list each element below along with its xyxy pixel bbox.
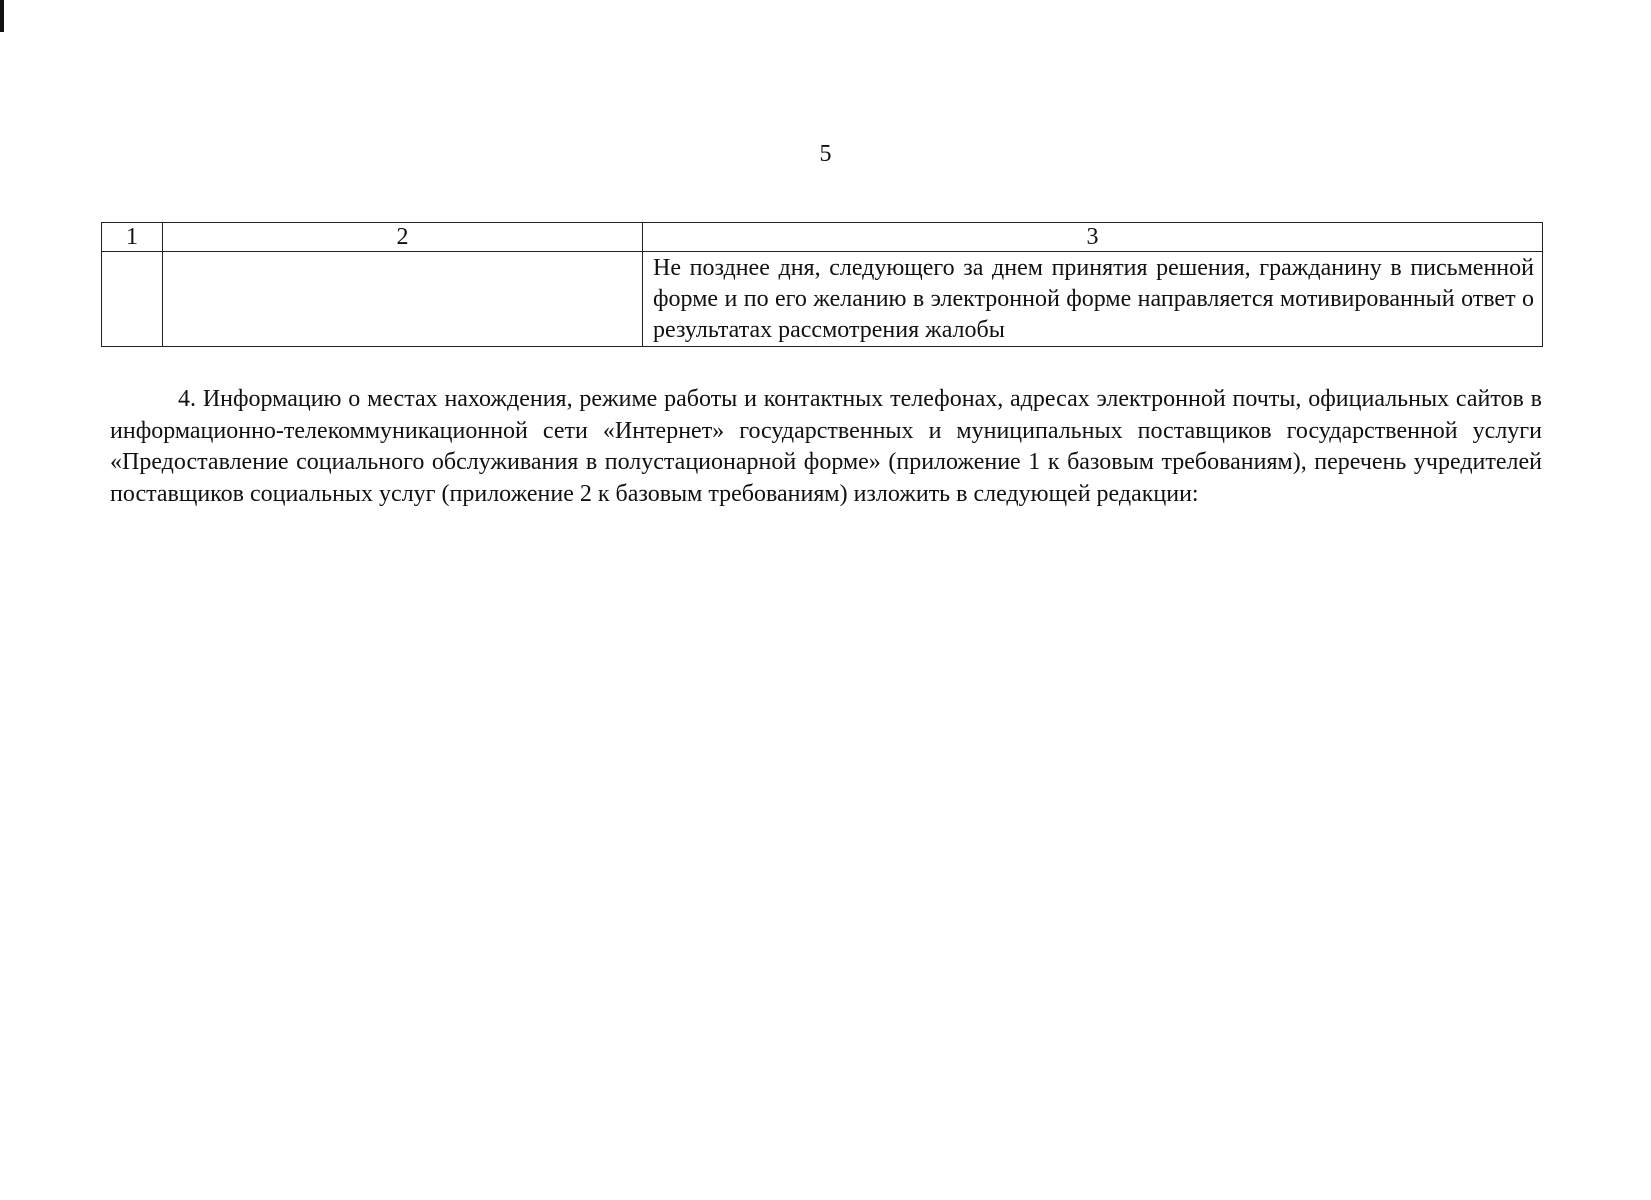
table-cell-col3: Не позднее дня, следующего за днем принятия решения, гражданину в письменной форме и по его желанию в электронной форме направляется мотивированный ответ о результатах рассмотрения жалобы (643, 252, 1543, 347)
table-cell-col1 (102, 252, 163, 347)
table-row (102, 252, 1543, 347)
table-header-row (102, 223, 1543, 252)
page-number: 5 (819, 141, 832, 167)
column-header-1: 1 (102, 223, 163, 252)
column-header-2: 2 (163, 223, 643, 252)
column-header-3: 3 (643, 223, 1543, 252)
table-cell-col2 (163, 252, 643, 347)
paragraph-4: 4. Информацию о местах нахождения, режиме работы и контактных телефонах, адресах электронной почты, официальных сайтов в информационно-телекоммуникационной сети «Интернет» государственных и муниципальных поставщиков государственной услуги «Предоставление социального обслуживания в полустационарной форме» (приложение 1 к базовым требованиям), перечень учредителей поставщиков социальных услуг (приложение 2 к базовым требованиям) изложить в следующей редакции: (110, 386, 1542, 508)
continuation-table (101, 222, 1543, 347)
scan-edge-mark (0, 0, 4, 32)
